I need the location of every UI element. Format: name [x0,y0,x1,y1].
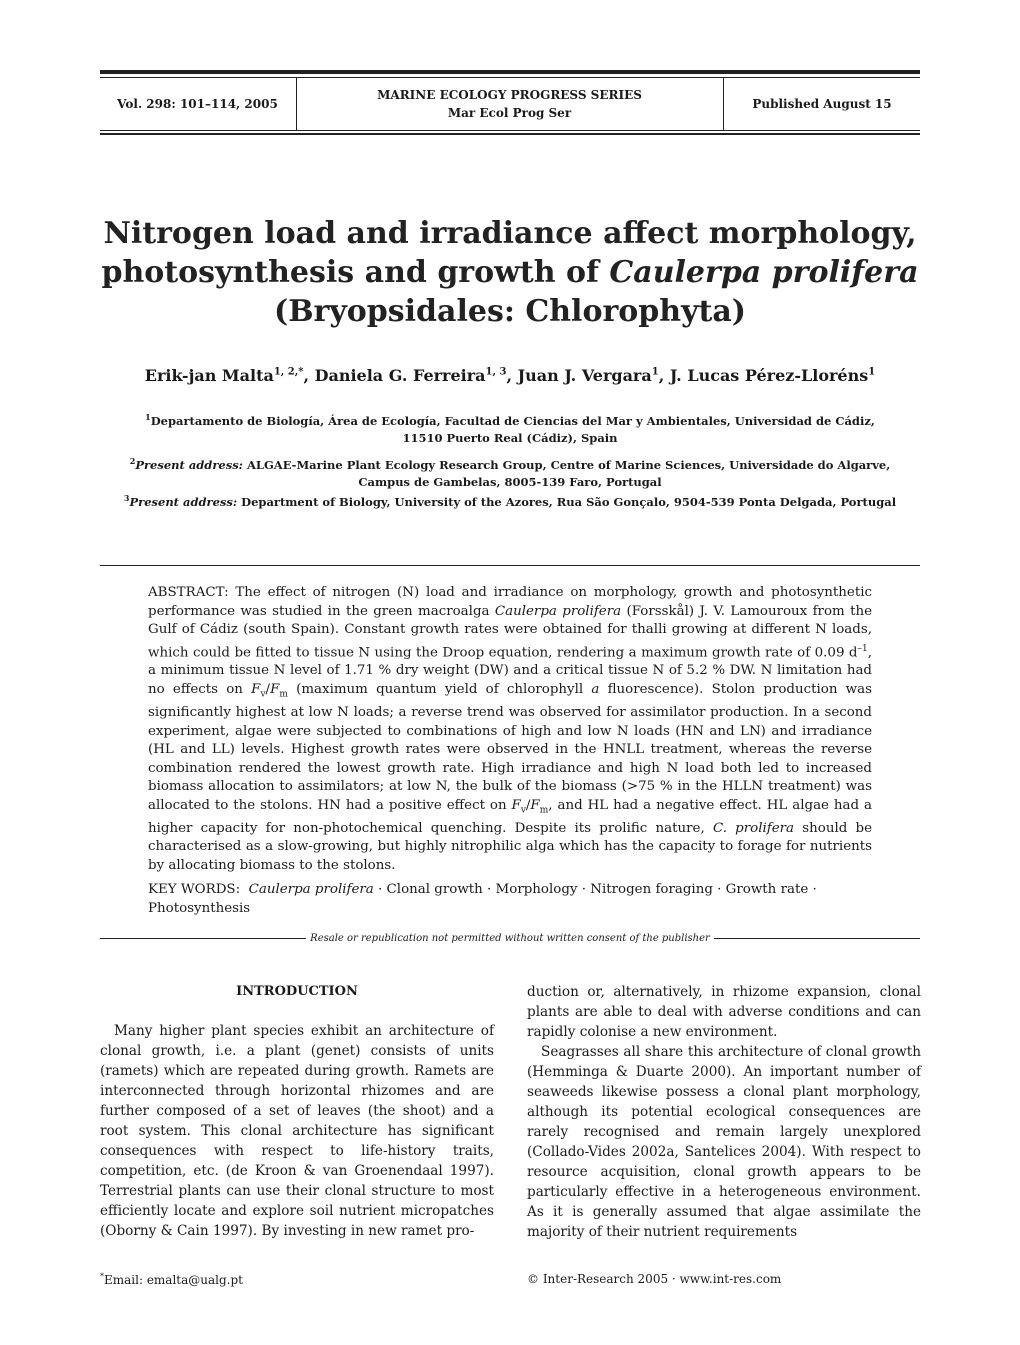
author-affiliation-marker: 1 [651,366,659,378]
abstract-text: , a minimum tissue N level of 1.71 % dry weight (DW) and a critical tissue N of 5.2 % DW. N limitation had no effects on [148,644,872,697]
publication-date: Published August 15 [752,97,892,111]
abstract-text: , and HL had a negative effect. HL algae had a higher capacity for non-photochemical quenching. Despite its prolific nature, [148,797,872,836]
header-rule-top [100,70,920,74]
section-heading-introduction: INTRODUCTION [236,984,358,999]
affiliation-marker: 3 [123,493,130,503]
journal-name: MARINE ECOLOGY PROGRESS SERIES [377,88,642,102]
volume-info: Vol. 298: 101–114, 2005 [117,97,278,111]
header-rule-bottom [100,133,920,135]
affiliation-text: 11510 Puerto Real (Cádiz), Spain [402,430,618,445]
author-separator: , [303,366,315,385]
abstract-text: (maximum quantum yield of chlorophyll [287,681,592,697]
title-species: Caulerpa prolifera [609,255,919,290]
body-paragraph: Many higher plant species exhibit an architecture of clonal growth, i.e. a plant (genet) consists of units (ramets) which are repeated during growth. Ramets are interconnected through horizontal rhizomes and are further composed of a set of leaves (the shoot) and a root system. This clonal architecture has significant consequences with respect to life-history traits, competition, etc. (de Kroon & van Groenendaal 1997). Terrestrial plants can use their clonal structure to most efficiently locate and explore soil nutrient micropatches (Oborny & Cain 1997). By investing in new ramet pro- [100,1023,494,1239]
present-address-label: Present address: [135,457,243,472]
author-affiliation-marker: 1 [868,366,876,378]
keywords-label: KEY WORDS: [148,882,241,897]
abstract-text: fluorescence). Stolon production was significantly highest at low N loads; a reverse trend was observed for assimilator production. In a second experiment, algae were subjected to combinations of high and low N loads (HN and LN) and irradiance (HL and LL) levels. Highest growth rates were observed in the HNLL treatment, whereas the reverse combination rendered the lowest growth rate. High irradiance and high N load both led to increased biomass allocation to assimilators; at low N, the bulk of the biomass (>75 % in the HLLN treatment) was allocated to the stolons. HN had a positive effect on [148,681,872,813]
fv-subscript: v [520,805,526,816]
ratio-slash: / [525,797,531,813]
affiliation-marker: 2 [129,456,136,466]
abstract-top-rule [100,565,920,566]
footnote-marker: * [100,1272,104,1281]
fm-subscript: m [279,689,288,700]
body-paragraph: Seagrasses all share this architecture of clonal growth (Hemminga & Duarte 2000). An important number of seaweeds likewise possess a clonal plant morphology, although its potential ecological consequences are rarely recognised and remain largely unexplored (Collado-Vides 2002a, Santelices 2004). With respect to resource acquisition, clonal growth appears to be particularly effective in a heterogeneous environment. As it is generally assumed that algae assimilate the majority of their nutrient requirements [527,1044,921,1240]
author-separator: , [506,366,518,385]
author-affiliation-marker: 1, 2,* [273,366,304,378]
title-line-2 [100,253,920,292]
affiliation-3 [100,490,920,511]
affiliation-text: Departamento de Biología, Área de Ecología, Facultad de Ciencias del Mar y Ambientales, Universidad de Cádiz, [150,413,875,428]
journal-abbrev: Mar Ecol Prog Ser [447,106,572,120]
keywords-list: · Clonal growth · Morphology · Nitrogen foraging · Growth rate · Photosynthesis [148,882,817,916]
journal-block [297,78,722,130]
header-rule-bottom-thin [100,130,920,131]
resale-rule-right [714,938,920,939]
title-line-2-text: photosynthesis and growth of [101,255,610,290]
body-column-right [527,982,921,1242]
fm-subscript: m [539,805,549,816]
abstract-text: (Forsskål) J. V. Lamouroux from the Gulf of Cádiz (south Spain). Constant growth rates were obtained for thalli growing at different N loads, which could be fitted to tissue N using the Droop equation, rendering a maximum growth rate of 0.09 d [148,603,873,660]
author-list [100,366,920,385]
abstract-species: C. prolifera [712,820,795,836]
author-name: Daniela G. Ferreira [314,366,486,385]
author-separator: , [658,366,670,385]
fv-subscript: v [260,689,266,700]
fm-symbol: F [270,681,280,697]
body-column-left [100,982,494,1241]
resale-notice-bar [100,931,920,945]
chlorophyll-a-italic: a [591,681,600,697]
abstract [148,584,872,875]
resale-rule-left [100,938,306,939]
present-address-label: Present address: [129,494,238,509]
title-line-3: (Bryopsidales: Chlorophyta) [274,294,746,329]
paper-title [100,214,920,331]
affiliation-2 [100,453,920,491]
title-line-1: Nitrogen load and irradiance affect morphology, [103,216,917,251]
resale-notice: Resale or republication not permitted without written consent of the publisher [310,932,710,944]
ratio-slash: / [265,681,271,697]
affiliation-1 [100,409,920,447]
author-name: Juan J. Vergara [517,366,652,385]
author-name: Erik-jan Malta [144,366,274,385]
email-text: Email: emalta@ualg.pt [104,1273,243,1287]
abstract-text: should be characterised as a slow-growing, but highly nitrophilic alga which has the capacity to forage for nutrients by allocating biomass to the stolons. [148,820,873,873]
fv-symbol: F [511,797,521,813]
author-name: J. Lucas Pérez-Lloréns [669,366,869,385]
author-affiliation-marker: 1, 3 [485,366,507,378]
affiliation-marker: 1 [145,412,151,422]
abstract-superscript: –1 [857,643,868,654]
keywords [148,881,872,918]
keyword-species: Caulerpa prolifera [248,882,374,897]
abstract-text: ABSTRACT: The effect of nitrogen (N) load and irradiance on morphology, growth and photosynthetic performance was studied in the green macroalga [148,585,872,619]
fv-symbol: F [251,681,261,697]
copyright: © Inter-Research 2005 · www.int-res.com [527,1272,782,1286]
fm-symbol: F [530,797,540,813]
abstract-species: Caulerpa prolifera [494,603,622,619]
affiliation-text: Campus de Gambelas, 8005-139 Faro, Portugal [358,474,662,489]
body-paragraph: duction or, alternatively, in rhizome expansion, clonal plants are able to deal with adverse conditions and can rapidly colonise a new environment. [527,984,921,1040]
corresponding-email [100,1272,243,1287]
affiliation-text: Department of Biology, University of the Azores, Rua São Gonçalo, 9504-539 Ponta Delgada, Portugal [241,494,897,509]
affiliation-text: ALGAE-Marine Plant Ecology Research Group, Centre of Marine Sciences, Universidade do Algarve, [246,457,891,472]
